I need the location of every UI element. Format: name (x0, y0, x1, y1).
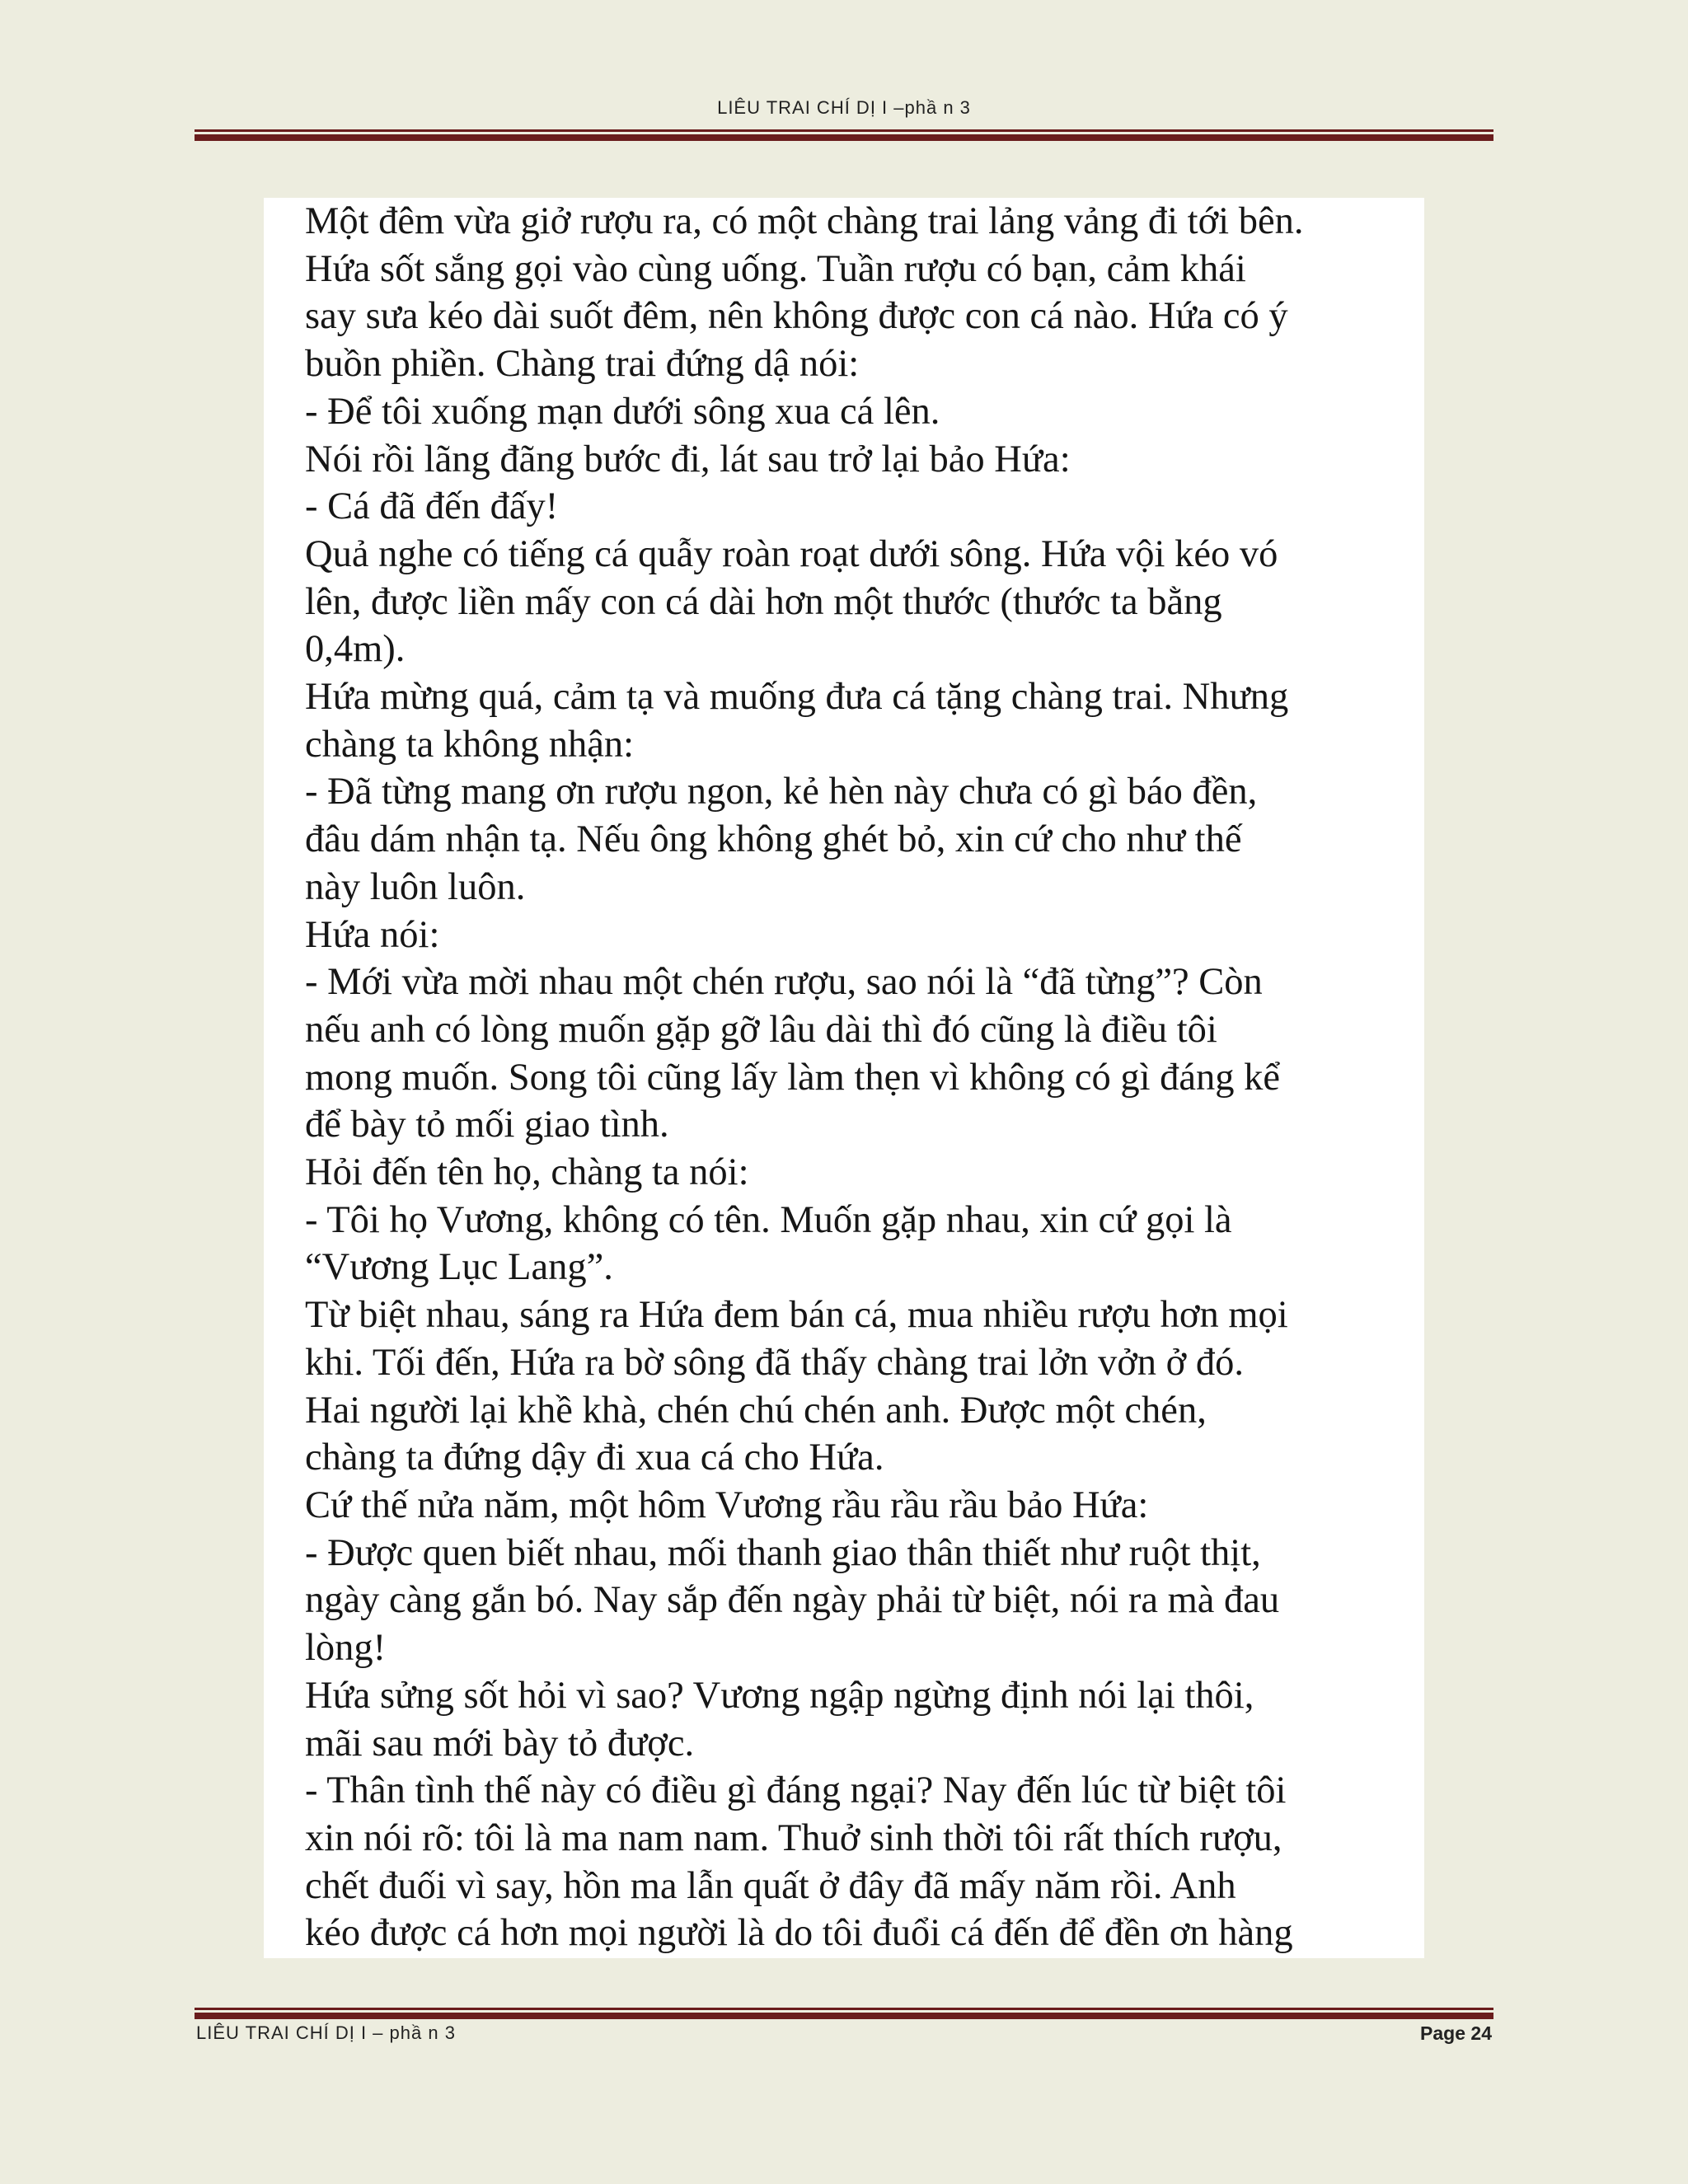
text-line: ngày càng gắn bó. Nay sắp đến ngày phải từ biệt, nói ra mà đau (305, 1579, 1280, 1622)
text-line: Nói rồi lãng đãng bước đi, lát sau trở lại bảo Hứa: (305, 438, 1071, 480)
text-line: - Được quen biết nhau, mối thanh giao thân thiết như ruột thịt, (305, 1531, 1261, 1574)
text-line: này luôn luôn. (305, 865, 526, 908)
text-line: - Tôi họ Vương, không có tên. Muốn gặp nhau, xin cứ gọi là (305, 1198, 1232, 1241)
text-line: - Cá đã đến đấy! (305, 485, 559, 528)
text-line: Hai người lại khề khà, chén chú chén anh. Được một chén, (305, 1389, 1207, 1432)
text-line: Hỏi đến tên họ, chàng ta nói: (305, 1151, 749, 1194)
text-line: Hứa sốt sắng gọi vào cùng uống. Tuần rượu có bạn, cảm khái (305, 247, 1246, 290)
text-line: - Mới vừa mời nhau một chén rượu, sao nói là “đã từng”? Còn (305, 961, 1263, 1004)
text-line: xin nói rõ: tôi là ma nam nam. Thuở sinh thời tôi rất thích rượu, (305, 1816, 1282, 1859)
text-line: Cứ thế nửa năm, một hôm Vương rầu rầu rầu bảo Hứa: (305, 1483, 1149, 1526)
text-page-area (264, 198, 1424, 1958)
text-line: say sưa kéo dài suốt đêm, nên không được con cá nào. Hứa có ý (305, 295, 1288, 338)
text-line: buồn phiền. Chàng trai đứng dậ nói: (305, 343, 860, 386)
text-line: lên, được liền mấy con cá dài hơn một thước (thước ta bằng (305, 580, 1222, 623)
text-line: Một đêm vừa giở rượu ra, có một chàng trai lảng vảng đi tới bên. (305, 200, 1304, 242)
text-line: kéo được cá hơn mọi người là do tôi đuổi cá đến để đền ơn hàng (305, 1912, 1293, 1955)
text-line: chàng ta không nhận: (305, 723, 635, 766)
text-line: Hứa mừng quá, cảm tạ và muống đưa cá tặng chàng trai. Nhưng (305, 676, 1289, 719)
text-line: chết đuối vì say, hồn ma lẫn quất ở đây đã mấy năm rồi. Anh (305, 1864, 1236, 1907)
running-footer-title: LIÊU TRAI CHÍ DỊ I – phầ n 3 (196, 2022, 456, 2043)
text-line: lòng! (305, 1627, 387, 1670)
text-line: - Thân tình thế này có điều gì đáng ngại? Nay đến lúc từ biệt tôi (305, 1769, 1287, 1812)
text-line: đâu dám nhận tạ. Nếu ông không ghét bỏ, xin cứ cho như thế (305, 818, 1242, 861)
text-line: Từ biệt nhau, sáng ra Hứa đem bán cá, mua nhiều rượu hơn mọi (305, 1294, 1288, 1337)
text-line: nếu anh có lòng muốn gặp gỡ lâu dài thì đó cũng là điều tôi (305, 1008, 1217, 1051)
text-line: - Đã từng mang ơn rượu ngon, kẻ hèn này chưa có gì báo đền, (305, 771, 1258, 813)
text-line: 0,4m). (305, 628, 406, 671)
body-text (305, 198, 1409, 1957)
page-number: Page 24 (1420, 2022, 1492, 2044)
text-line: chàng ta đứng dậy đi xua cá cho Hứa. (305, 1436, 884, 1479)
text-line: khi. Tối đến, Hứa ra bờ sông đã thấy chàng trai lởn vởn ở đó. (305, 1341, 1245, 1384)
text-line: mãi sau mới bày tỏ được. (305, 1722, 695, 1765)
text-line: Hứa nói: (305, 913, 440, 956)
text-line: mong muốn. Song tôi cũng lấy làm thẹn vì không có gì đáng kể (305, 1056, 1281, 1099)
running-header-title: LIÊU TRAI CHÍ DỊ I –phầ n 3 (717, 97, 971, 118)
text-line: Quả nghe có tiếng cá quẫy roàn roạt dưới sông. Hứa vội kéo vó (305, 532, 1278, 575)
header-rule (195, 129, 1493, 141)
footer-rule (195, 2008, 1493, 2019)
text-line: - Để tôi xuống mạn dưới sông xua cá lên. (305, 390, 940, 433)
text-line: để bày tỏ mối giao tình. (305, 1104, 669, 1146)
text-line: “Vương Lục Lang”. (305, 1246, 613, 1289)
text-line: Hứa sửng sốt hỏi vì sao? Vương ngập ngừng định nói lại thôi, (305, 1674, 1254, 1717)
